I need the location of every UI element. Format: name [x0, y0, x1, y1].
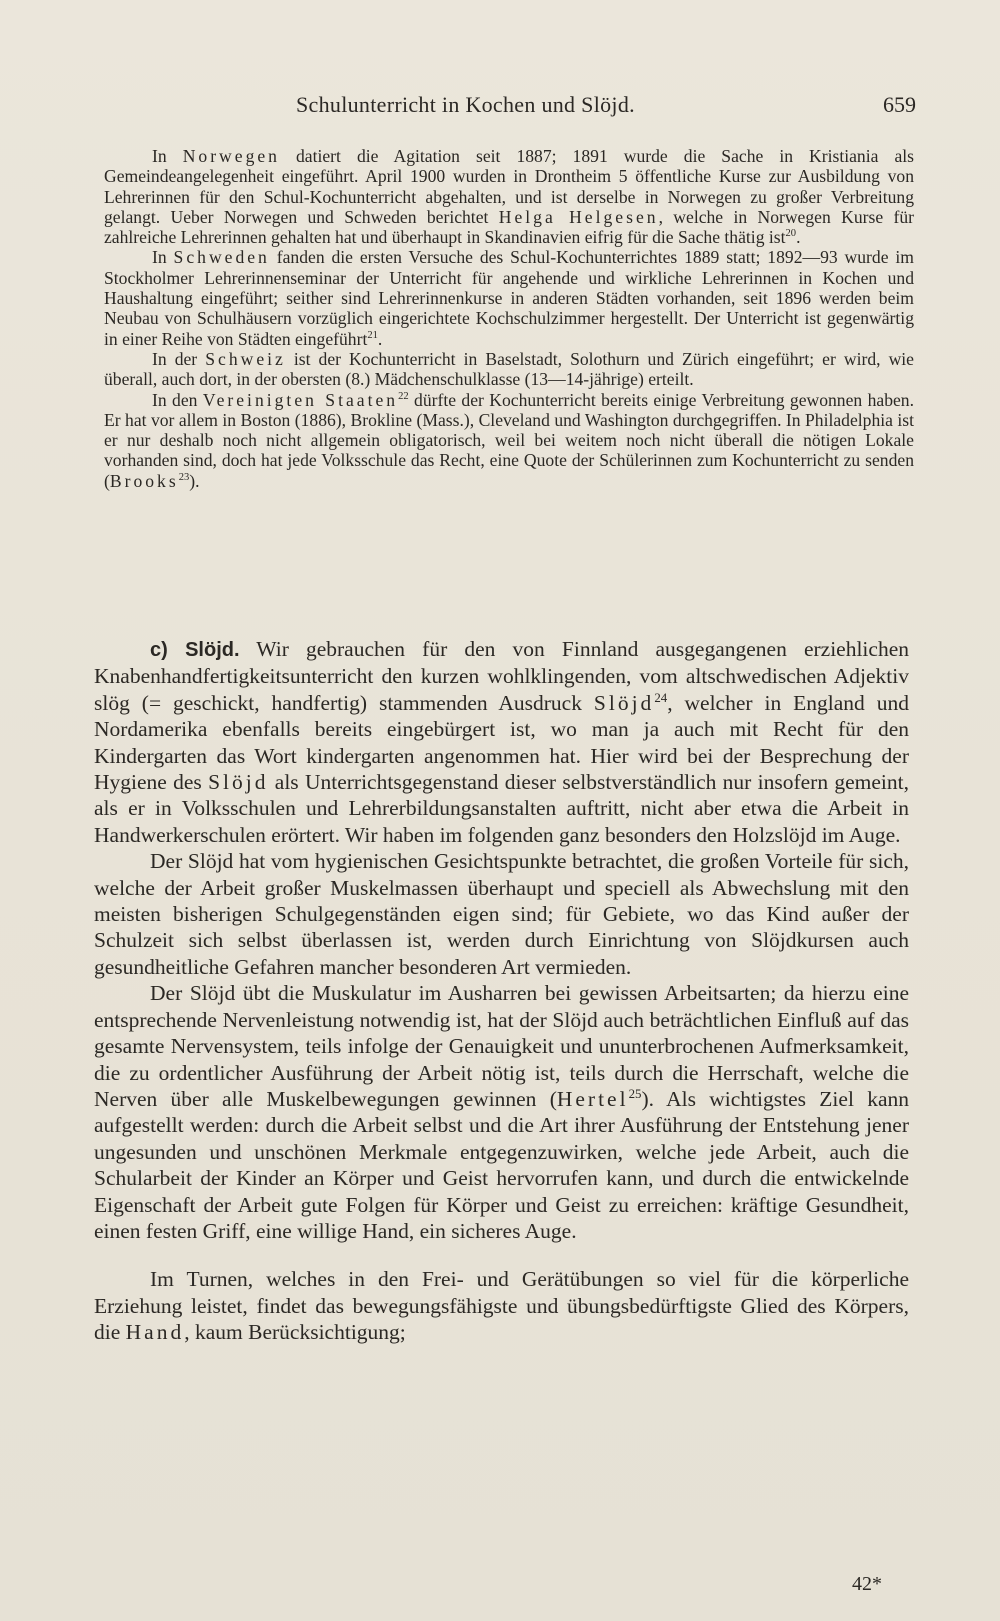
footnote-ref-25: 25	[628, 1086, 642, 1101]
emphasis-vereinigte-staaten: Vereinigten Staaten	[202, 389, 399, 410]
emphasis-schweden: Schweden	[173, 247, 270, 268]
section-heading: c) Slöjd.	[150, 639, 240, 661]
small-print-section	[104, 146, 914, 491]
sheet-signature: 42*	[852, 1573, 882, 1595]
paragraph-slojd-vorteile: Der Slöjd hat vom hygienischen Gesichtspunkte betrachtet, die großen Vorteile für sich, welche der Arbeit großer Muskelmassen überhaupt und speciell als Abwechslung mit den meisten bisherigen Schulgegenständen eigen sind; für Gebiete, wo das Kind außer der Schulzeit sich selbst überlassen ist, werden durch Einrichtung von Slöjdkursen auch gesundheitliche Gefahren mancher besonderen Art vermieden.	[94, 849, 909, 979]
paragraph-slojd-muskulatur: Der Slöjd übt die Muskulatur im Ausharren bei gewissen Arbeitsarten; da hierzu eine entsprechende Nervenleistung notwendig ist, hat der Slöjd auch beträchtlichen Einfluß auf das gesamte Nervensystem, teils infolge der Genauigkeit und ununterbrochenen Aufmerksamkeit, die zu ordentlicher Ausführung der Arbeit nötig ist, teils durch die Herrschaft, welche die Nerven über alle Muskelbewegungen gewinnen (Hertel$^{25}$). Als wichtigstes Ziel kann aufgestellt werden: durch die Arbeit selbst und die Art ihrer Ausführung der Entstehung jener ungesunden und unschönen Merkmale entgegenzuwirken, welche jede Arbeit, auch die Schularbeit der Kinder an Körper und Geist hervorrufen kann, und durch die entwickelnde Eigenschaft der Arbeit gute Folgen für Körper und Geist zu erreichen: kräftige Gesundheit, einen festen Griff, eine willige Hand, ein sicheres Auge.	[94, 981, 909, 1243]
paragraph-schweden: In Schweden fanden die ersten Versuche des Schul-Kochunterrichtes 1889 statt; 1892—93 wurde im Stockholmer Lehrerinnenseminar der Unterricht für angehende und wirkliche Lehrerinnen in Kochen und Haushaltung eingeführt; seither sind Lehrerinnenkurse in anderen Städten vorhanden, seit 1896 werden beim Neubau von Schulhäusern vorzüglich eingerichtete Kochschulzimmer hergestellt. Der Unterricht ist gegenwärtig in einer Reihe von Städten eingeführt$^{21}$.	[104, 247, 914, 349]
emphasis-hand: Hand	[125, 1320, 185, 1345]
paragraph-vereinigte-staaten: In den Vereinigten Staaten$^{22}$ dürfte der Kochunterricht bereits einige Verbreitung gewonnen haben. Er hat vor allem in Boston (1886), Brokline (Mass.), Cleveland und Washington durchgegriffen. In Philadelphia ist er nur deshalb noch nicht allgemein obligatorisch, weil bei weitem noch nicht überall die nötigen Lokale vorhanden sind, doch hat jede Volksschule das Recht, eine Quote der Schülerinnen zum Kochunterricht zu senden (Brooks$^{23}$).	[104, 389, 914, 491]
slojd-section	[94, 636, 909, 1346]
paragraph-norwegen: In Norwegen datiert die Agitation seit 1887; 1891 wurde die Sache in Kristiania als Gemeindeangelegenheit eingeführt. April 1900 wurden in Drontheim 5 öffentliche Kurse zur Ausbildung von Lehrerinnen für den Schul-Kochunterricht abgehalten, und ist derselbe in Norwegen zu großer Verbreitung gelangt. Ueber Norwegen und Schweden berichtet Helga Helgesen, welche in Norwegen Kurse für zahlreiche Lehrerinnen gehalten hat und überhaupt in Skandinavien eifrig für die Sache thätig ist$^{20}$.	[104, 146, 914, 248]
page-header	[96, 88, 916, 128]
paragraph-turnen: Im Turnen, welches in den Frei- und Gerätübungen so viel für die körperliche Erziehung leistet, findet das bewegungsfähigste und übungsbedürftigste Glied des Körpers, die Hand, kaum Berücksichtigung;	[94, 1267, 909, 1345]
emphasis-slojd: Slöjd	[593, 690, 655, 715]
author-helgesen: Helga Helgesen	[498, 206, 659, 227]
footnote-ref-20: 20	[785, 228, 797, 240]
paragraph-schweiz: In der Schweiz ist der Kochunterricht in Baselstadt, Solothurn und Zürich eingeführt; er wird, wie überall, auch dort, in der obersten (8.) Mädchenschulklasse (13—14-jährige) erteilt.	[104, 348, 914, 390]
footnote-ref-24: 24	[654, 690, 668, 705]
emphasis-norwegen: Norwegen	[182, 146, 280, 166]
footnote-ref-22: 22	[398, 390, 409, 402]
author-brooks: Brooks	[109, 470, 179, 491]
footnote-ref-23: 23	[178, 471, 190, 483]
page-number: 659	[883, 92, 916, 117]
author-hertel: Hertel	[556, 1086, 629, 1111]
footnote-ref-21: 21	[367, 329, 378, 341]
paragraph-slojd-intro: c) Slöjd. Wir gebrauchen für den von Finnland ausgegangenen erziehlichen Knabenhandfertigkeitsunterricht den kurzen wohlklingenden, vom altschwedischen Adjektiv slög (= geschickt, handfertig) stammenden Ausdruck Slöjd$^{24}$, welcher in England und Nordamerika ebenfalls bereits eingebürgert ist, wo man ja auch mit Recht für den Kindergarten das Wort kindergarten angenommen hat. Hier wird bei der Besprechung der Hygiene des Slöjd als Unterrichtsgegenstand dieser selbstverständlich nur insofern gemeint, als er in Volksschulen und Lehrerbildungsanstalten auftritt, nicht aber etwa die Arbeit in Handwerkerschulen erörtert. Wir haben im folgenden ganz besonders den Holzslöjd im Auge.	[94, 637, 910, 847]
running-title: Schulunterricht in Kochen und Slöjd.	[296, 92, 635, 117]
emphasis-slojd-2: Slöjd	[208, 770, 269, 795]
emphasis-schweiz: Schweiz	[205, 348, 286, 369]
